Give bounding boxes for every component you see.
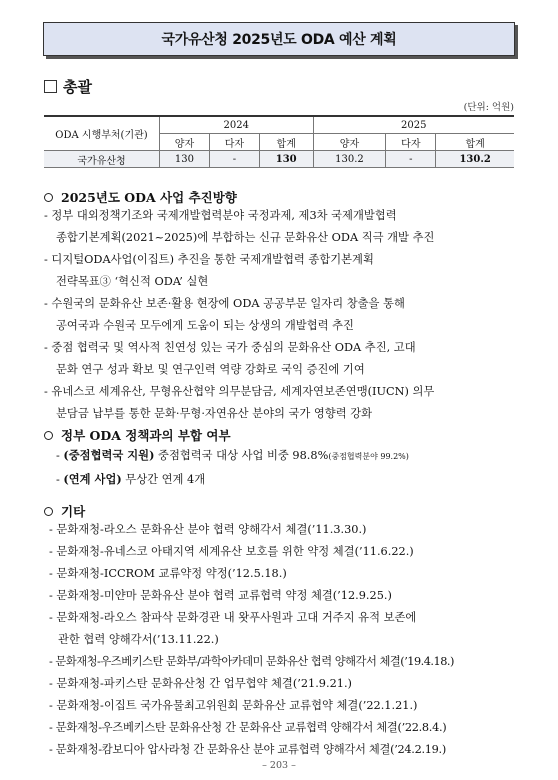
direction-bullet xyxy=(44,337,520,381)
bullet-line: 종합기본계획(2021~2025)에 부합하는 신규 문화유산 ODA 직극 개발 추진 xyxy=(56,231,435,244)
overview-heading-label: 총괄 xyxy=(63,78,92,96)
page-title: 국가유산청 2025년도 ODA 예산 계획 xyxy=(43,22,515,56)
policy-item-text: 무상간 연계 4개 xyxy=(121,473,206,486)
section-policy-heading xyxy=(44,426,231,444)
table-header-agency: ODA 시행부처(기관) xyxy=(44,116,160,151)
circle-bullet-icon xyxy=(44,193,53,202)
policy-item-text: 중점협력국 대상 사업 비중 98.8% xyxy=(154,449,329,462)
section-other-label: 기타 xyxy=(61,504,86,519)
unit-label: (단위: 억원) xyxy=(463,102,514,113)
policy-item-label: (연계 사업) xyxy=(63,472,122,486)
agreement-item: - 문화재청-캄보디아 압사라청 간 문화유산 분야 교류협력 양해각서 체결(’24.2.19.) xyxy=(49,743,446,756)
agreement-item: - 문화재청-이집트 국가유물최고위원회 문화유산 교류협약 체결(’22.1.21.) xyxy=(49,699,418,712)
policy-item-note: (중점협력분야 99.2%) xyxy=(328,452,409,461)
table-cell-total: 130 xyxy=(259,151,313,168)
table-header-row xyxy=(44,116,514,134)
section-other-heading xyxy=(44,502,85,520)
agreement-item: - 문화재청-ICCROM 교류약정 약정(’12.5.18.) xyxy=(49,567,287,580)
policy-item: - (중점협력국 지원) 중점협력국 대상 사업 비중 98.8%(중점협력분야 99.2%) xyxy=(56,448,409,462)
agreement-item: - 문화재청-파키스탄 문화유산청 간 업무협약 체결(’21.9.21.) xyxy=(49,677,352,690)
bullet-line: - 중점 협력국 및 역사적 친연성 있는 국가 중심의 문화유산 ODA 추진, 고대 xyxy=(44,341,416,354)
budget-table xyxy=(44,115,514,168)
table-cell: - xyxy=(209,151,259,168)
table-header-year-2025: 2025 xyxy=(313,116,514,134)
overview-heading xyxy=(44,76,92,97)
table-subheader: 다자 xyxy=(386,134,436,151)
bullet-line: - 유네스코 세계유산, 무형유산협약 의무분담금, 세계자연보존연맹(IUCN) 의무 xyxy=(44,385,435,398)
direction-bullet xyxy=(44,205,520,249)
circle-bullet-icon xyxy=(44,507,53,516)
bullet-line: - 수원국의 문화유산 보존·활용 현장에 ODA 공공부문 일자리 창출을 통해 xyxy=(44,297,405,310)
agreement-item: - 문화재청-라오스 참파삭 문화경관 내 왓푸사원과 고대 거주지 유적 보존에 xyxy=(49,611,417,624)
table-cell: 130.2 xyxy=(313,151,386,168)
agreement-item: - 문화재청-유네스코 아태지역 세계유산 보호를 위한 약정 체결(’11.6.22.) xyxy=(49,545,414,558)
table-subheader: 합계 xyxy=(259,134,313,151)
table-subheader: 합계 xyxy=(436,134,514,151)
table-cell: 130 xyxy=(160,151,210,168)
agreement-item: - 문화재청-미얀마 문화유산 분야 협력 교류협력 약정 체결(’12.9.25.) xyxy=(49,589,392,602)
table-row xyxy=(44,151,514,168)
direction-bullet xyxy=(44,249,520,293)
bullet-line: 공여국과 수원국 모두에게 도움이 되는 상생의 개발협력 추진 xyxy=(56,319,354,332)
bullet-line: 분담금 납부를 통한 문화·무형·자연유산 분야의 국가 영향력 강화 xyxy=(56,407,373,420)
section-policy-label: 정부 ODA 정책과의 부합 여부 xyxy=(61,428,231,443)
bullet-line: 전략목표③ ‘혁신적 ODA’ 실현 xyxy=(56,275,209,288)
section-direction-heading xyxy=(44,188,237,206)
direction-bullet xyxy=(44,293,520,337)
direction-bullet xyxy=(44,381,520,425)
agreement-item: - 문화재청-우즈베키스탄 문화유산청 간 문화유산 교류협력 양해각서 체결(’22.8.4.) xyxy=(49,721,447,734)
policy-item-label: (중점협력국 지원) xyxy=(63,448,155,462)
policy-item: - (연계 사업) 무상간 연계 4개 xyxy=(56,472,206,486)
table-cell-total: 130.2 xyxy=(436,151,514,168)
circle-bullet-icon xyxy=(44,431,53,440)
table-subheader: 다자 xyxy=(209,134,259,151)
agreement-item: 관한 협력 양해각서(’13.11.22.) xyxy=(58,633,219,646)
table-subheader: 양자 xyxy=(313,134,386,151)
bullet-line: - 디지털ODA사업(이집트) 추진을 통한 국제개발협력 종합기본계획 xyxy=(44,253,374,266)
agreement-item: - 문화재청-라오스 문화유산 분야 협력 양해각서 체결(’11.3.30.) xyxy=(49,523,367,536)
table-header-year-2024: 2024 xyxy=(160,116,314,134)
agreement-item: - 문화재청-우즈베키스탄 문화부/과학아카데미 문화유산 협력 양해각서 체결(’19.4.18.) xyxy=(49,655,454,668)
page-number: – 203 – xyxy=(262,760,296,771)
bullet-line: - 정부 대외정책기조와 국제개발협력분야 국정과제, 제3차 국제개발협력 xyxy=(44,209,397,222)
section-direction-label: 2025년도 ODA 사업 추진방향 xyxy=(61,190,237,205)
table-subheader: 양자 xyxy=(160,134,210,151)
square-bullet-icon xyxy=(44,80,57,93)
table-cell-agency: 국가유산청 xyxy=(44,151,160,168)
bullet-line: 문화 연구 성과 확보 및 연구인력 역량 강화로 국익 증진에 기여 xyxy=(56,363,365,376)
table-cell: - xyxy=(386,151,436,168)
